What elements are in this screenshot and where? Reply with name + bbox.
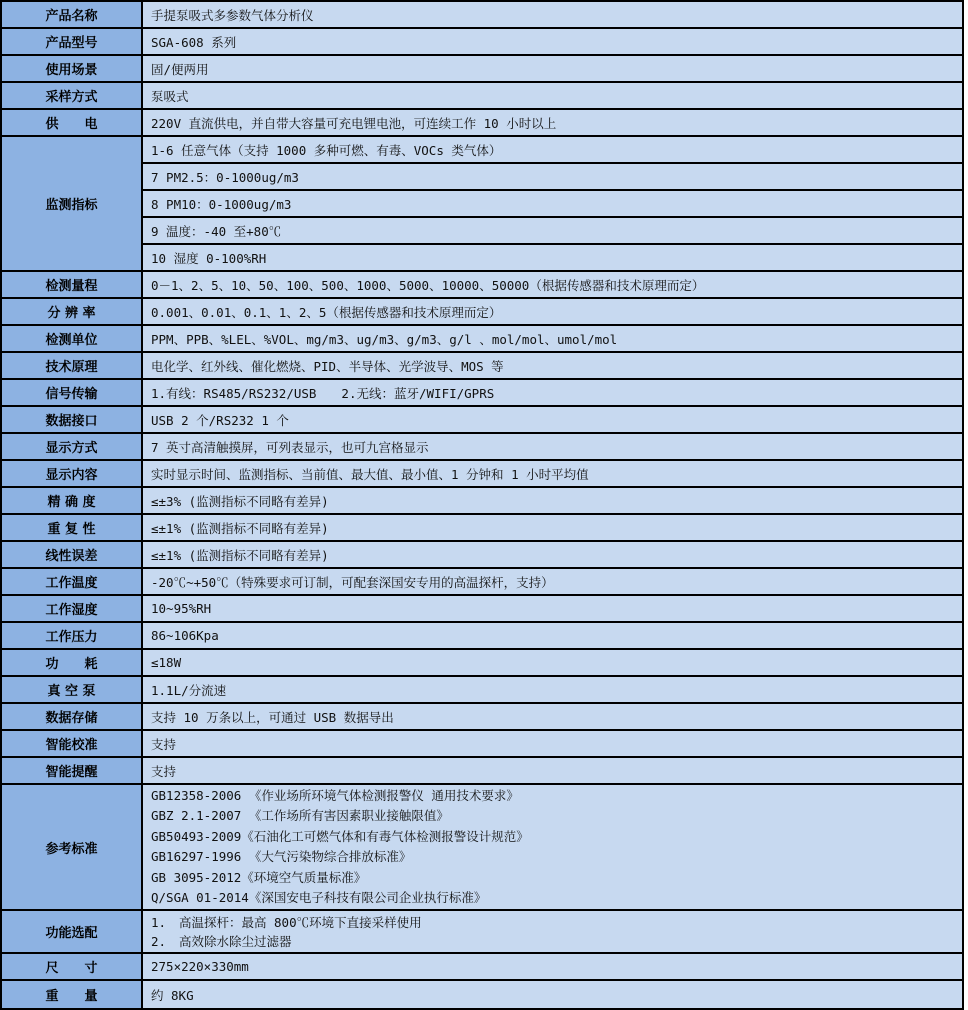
row-label: 技术原理 xyxy=(2,353,143,378)
row-display-mode xyxy=(2,434,962,461)
optional-feature-item xyxy=(151,913,954,932)
row-detection-unit xyxy=(2,326,962,353)
row-label: 智能提醒 xyxy=(2,758,143,783)
row-value: ≤±3% (监测指标不同略有差异) xyxy=(143,488,962,513)
reference-standard-item: Q/SGA 01-2014《深国安电子科技有限公司企业执行标准》 xyxy=(151,890,487,905)
optional-feature-list xyxy=(143,911,962,952)
row-label: 监测指标 xyxy=(2,137,143,270)
row-usage-scene xyxy=(2,56,962,83)
optional-feature-text: 高温探杆：最高 800℃环境下直接采样使用 xyxy=(179,914,422,930)
row-detection-range xyxy=(2,272,962,299)
row-value: 7 英寸高清触摸屏，可列表显示，也可九宫格显示 xyxy=(143,434,962,459)
reference-standard-list xyxy=(143,785,962,909)
optional-feature-number: 1. xyxy=(151,914,167,930)
monitoring-indicator-item: 9 温度：-40 至+80℃ xyxy=(143,218,962,245)
row-value: 约 8KG xyxy=(143,981,962,1008)
row-label: 检测单位 xyxy=(2,326,143,351)
row-data-interface xyxy=(2,407,962,434)
row-label: 线性误差 xyxy=(2,542,143,567)
reference-standard-item: GB 3095-2012《环境空气质量标准》 xyxy=(151,869,367,885)
row-value: 支持 xyxy=(143,731,962,756)
row-weight xyxy=(2,981,962,1008)
row-label: 供 电 xyxy=(2,110,143,135)
row-reference-standards xyxy=(2,785,962,911)
row-label: 检测量程 xyxy=(2,272,143,297)
row-value: ≤±1% (监测指标不同略有差异) xyxy=(143,542,962,567)
row-vacuum-pump xyxy=(2,677,962,704)
row-label: 数据接口 xyxy=(2,407,143,432)
row-label: 工作温度 xyxy=(2,569,143,594)
row-label: 重 量 xyxy=(2,981,143,1008)
row-value: 220V 直流供电，并自带大容量可充电锂电池，可连续工作 10 小时以上 xyxy=(143,110,962,135)
optional-feature-text: 高效除水除尘过滤器 xyxy=(179,933,292,949)
row-value: 手提泵吸式多参数气体分析仪 xyxy=(143,2,962,27)
row-label: 功能选配 xyxy=(2,911,143,952)
row-data-storage xyxy=(2,704,962,731)
row-value: 0.001、0.01、0.1、1、2、5（根据传感器和技术原理而定） xyxy=(143,299,962,324)
row-accuracy xyxy=(2,488,962,515)
row-label: 采样方式 xyxy=(2,83,143,108)
row-dimensions xyxy=(2,954,962,981)
row-label: 分 辨 率 xyxy=(2,299,143,324)
row-value: 泵吸式 xyxy=(143,83,962,108)
monitoring-indicator-item: 1-6 任意气体（支持 1000 多种可燃、有毒、VOCs 类气体） xyxy=(143,137,962,164)
row-label: 产品型号 xyxy=(2,29,143,54)
row-label: 重 复 性 xyxy=(2,515,143,540)
row-working-pressure xyxy=(2,623,962,650)
optional-feature-item xyxy=(151,932,954,951)
row-label: 真 空 泵 xyxy=(2,677,143,702)
row-value: 10~95%RH xyxy=(143,596,962,621)
row-monitoring-indicators xyxy=(2,137,962,272)
row-product-model xyxy=(2,29,962,56)
monitoring-indicator-item: 7 PM2.5：0-1000ug/m3 xyxy=(143,164,962,191)
monitoring-indicator-item: 8 PM10：0-1000ug/m3 xyxy=(143,191,962,218)
optional-feature-number: 2. xyxy=(151,933,167,949)
row-power-consumption xyxy=(2,650,962,677)
row-label: 智能校准 xyxy=(2,731,143,756)
row-label: 精 确 度 xyxy=(2,488,143,513)
reference-standard-item: GB50493-2009《石油化工可燃气体和有毒气体检测报警设计规范》 xyxy=(151,828,529,844)
row-value: ≤18W xyxy=(143,650,962,675)
row-label: 参考标准 xyxy=(2,785,143,909)
row-label: 功 耗 xyxy=(2,650,143,675)
row-value: 电化学、红外线、催化燃烧、PID、半导体、光学波导、MOS 等 xyxy=(143,353,962,378)
row-optional-features xyxy=(2,911,962,954)
monitoring-indicator-item: 10 湿度 0-100%RH xyxy=(151,250,267,266)
row-smart-reminder xyxy=(2,758,962,785)
row-value: 1.有线：RS485/RS232/USB 2.无线：蓝牙/WIFI/GPRS xyxy=(143,380,962,405)
row-smart-calibration xyxy=(2,731,962,758)
row-value: ≤±1% (监测指标不同略有差异) xyxy=(143,515,962,540)
row-value: 0－1、2、5、10、50、100、500、1000、5000、10000、50000（根据传感器和技术原理而定） xyxy=(143,272,962,297)
row-value: 86~106Kpa xyxy=(143,623,962,648)
row-technical-principle xyxy=(2,353,962,380)
row-label: 显示方式 xyxy=(2,434,143,459)
row-signal-transmission xyxy=(2,380,962,407)
reference-standard-item: GB12358-2006 《作业场所环境气体检测报警仪 通用技术要求》 xyxy=(151,787,519,803)
row-value: 1.1L/分流速 xyxy=(143,677,962,702)
row-repeatability xyxy=(2,515,962,542)
row-label: 数据存储 xyxy=(2,704,143,729)
row-value: PPM、PPB、%LEL、%VOL、mg/m3、ug/m3、g/m3、g/l 、mol/mol、umol/mol xyxy=(143,326,962,351)
reference-standard-item: GBZ 2.1-2007 《工作场所有害因素职业接触限值》 xyxy=(151,808,449,823)
row-working-humidity xyxy=(2,596,962,623)
row-power-supply xyxy=(2,110,962,137)
row-label: 尺 寸 xyxy=(2,954,143,979)
row-linearity-error xyxy=(2,542,962,569)
reference-standard-item: GB16297-1996 《大气污染物综合排放标准》 xyxy=(151,849,412,864)
row-value: 275×220×330mm xyxy=(143,954,962,979)
row-label: 使用场景 xyxy=(2,56,143,81)
row-label: 工作湿度 xyxy=(2,596,143,621)
row-value: 固/便两用 xyxy=(143,56,962,81)
row-label: 产品名称 xyxy=(2,2,143,27)
row-working-temperature xyxy=(2,569,962,596)
row-product-name xyxy=(2,2,962,29)
row-value: USB 2 个/RS232 1 个 xyxy=(143,407,962,432)
row-value: 实时显示时间、监测指标、当前值、最大值、最小值、1 分钟和 1 小时平均值 xyxy=(143,461,962,486)
row-label: 显示内容 xyxy=(2,461,143,486)
row-value: 支持 xyxy=(143,758,962,783)
monitoring-indicator-list xyxy=(143,137,962,270)
row-resolution xyxy=(2,299,962,326)
row-label: 工作压力 xyxy=(2,623,143,648)
row-value: SGA-608 系列 xyxy=(143,29,962,54)
row-value: 支持 10 万条以上，可通过 USB 数据导出 xyxy=(143,704,962,729)
row-sampling-method xyxy=(2,83,962,110)
row-display-content xyxy=(2,461,962,488)
row-value: -20℃~+50℃（特殊要求可订制，可配套深国安专用的高温探杆，支持） xyxy=(143,569,962,594)
row-label: 信号传输 xyxy=(2,380,143,405)
